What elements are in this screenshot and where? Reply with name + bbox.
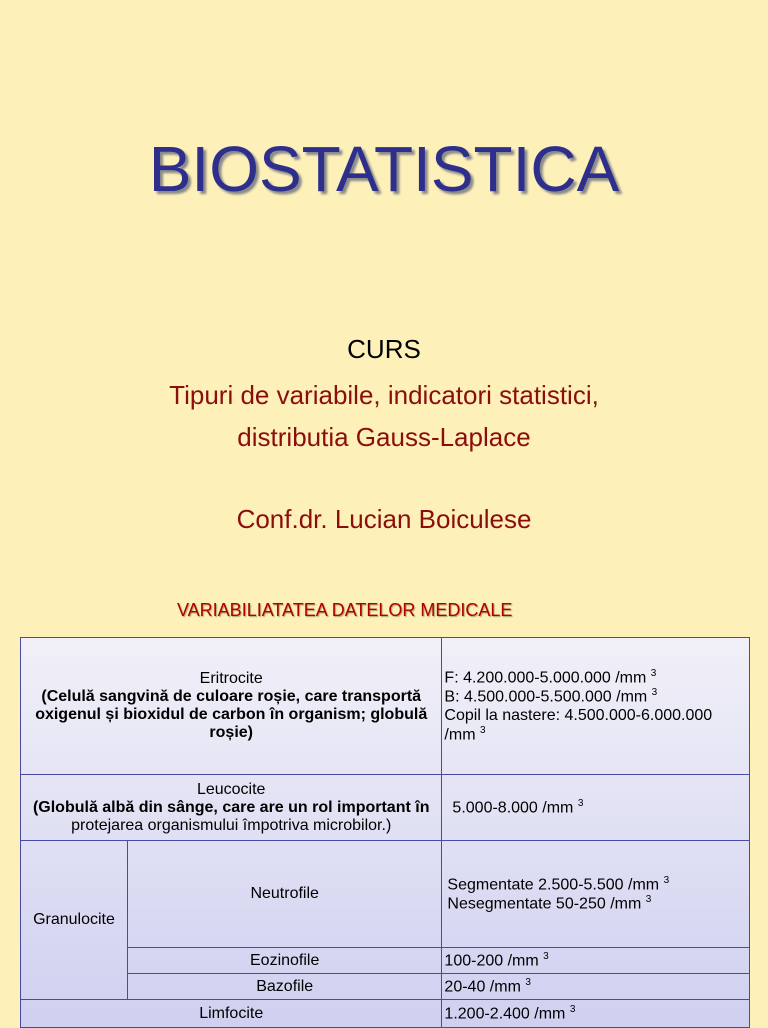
subtitle-line-2: distributia Gauss-Laplace (237, 422, 531, 452)
eritrocite-value-copil: Copil la nastere: 4.500.000-6.000.000 /mm $^3$ (444, 706, 713, 743)
leucocite-cell (21, 775, 442, 841)
subtitle-line-1: Tipuri de variabile, indicatori statistici, (169, 380, 599, 410)
eritrocite-cell (21, 638, 442, 775)
table-row-eozinofile (21, 948, 750, 974)
slide-title: BIOSTATISTICA (148, 133, 620, 205)
eritrocite-value-f: F: 4.200.000-5.000.000 /mm $^3$ (444, 668, 657, 687)
neutrofile-name: Neutrofile (127, 841, 441, 948)
bazofile-name: Bazofile (127, 974, 441, 1000)
section-title: VARIABILIATATEA DATELOR MEDICALE (177, 600, 513, 620)
eritrocite-name: Eritrocite (199, 670, 263, 687)
table-row-eritrocite (21, 638, 750, 775)
course-label: CURS (347, 334, 421, 364)
limfocite-value: 1.200-2.400 /mm $^3$ (442, 1000, 750, 1028)
author: Conf.dr. Lucian Boiculese (236, 504, 532, 534)
neutrofile-segmentate: Segmentate 2.500-5.500 /mm $^3$ (447, 874, 670, 893)
course-subtitle (0, 374, 768, 458)
eozinofile-name: Eozinofile (127, 948, 441, 974)
eozinofile-value: 100-200 /mm $^3$ (442, 948, 750, 974)
blood-values-table (20, 637, 750, 1028)
bazofile-value: 20-40 /mm $^3$ (442, 974, 750, 1000)
eritrocite-value-b: B: 4.500.000-5.500.000 /mm $^3$ (444, 687, 658, 706)
eritrocite-description: (Celulă sangvină de culoare roșie, care transportă oxigenul și bioxidul de carbon în organism; globulă roșie) (35, 688, 428, 741)
table-row-bazofile (21, 974, 750, 1000)
neutrofile-values (442, 841, 750, 948)
eritrocite-values (442, 638, 750, 775)
table-row-leucocite (21, 775, 750, 841)
table-row-neutrofile (21, 841, 750, 948)
table-row-limfocite (21, 1000, 750, 1028)
leucocite-description-bold: (Globulă albă din sânge, care are un rol important în (32, 798, 430, 816)
limfocite-name: Limfocite (21, 1000, 442, 1028)
leucocite-name: Leucocite (196, 780, 266, 798)
leucocite-description: protejarea organismului împotriva microbilor.) (71, 816, 392, 834)
granulocite-cell: Granulocite (21, 841, 128, 1000)
leucocite-value: 5.000-8.000 /mm $^3$ (442, 775, 750, 841)
neutrofile-nesegmentate: Nesegmentate 50-250 /mm $^3$ (447, 894, 652, 913)
